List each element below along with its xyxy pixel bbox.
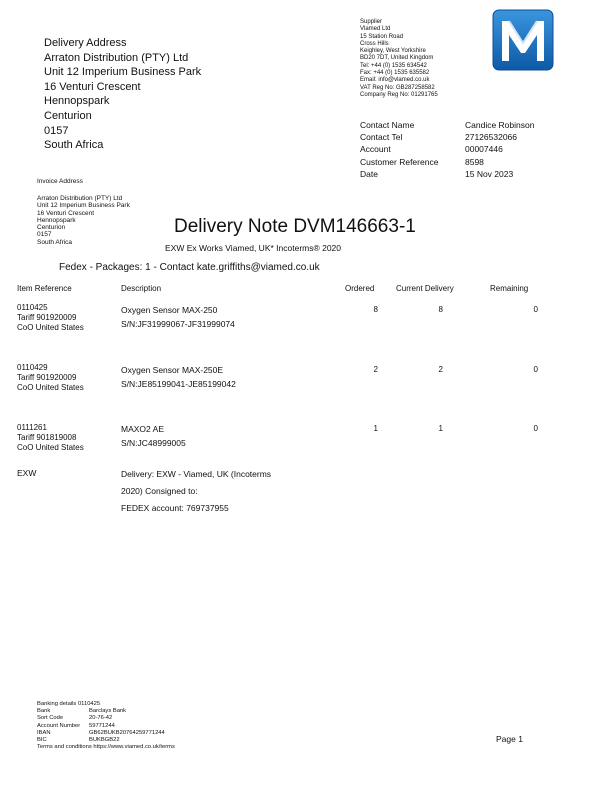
contact-row — [360, 156, 534, 168]
banking-details — [37, 701, 175, 751]
vlamed-logo-icon — [492, 9, 554, 71]
line-item-description — [121, 363, 236, 391]
column-header-item-reference: Item Reference — [17, 284, 72, 293]
column-header-description: Description — [121, 284, 162, 293]
banking-row — [37, 723, 175, 730]
supplier-line: VAT Reg No: GB287258582 — [360, 84, 435, 91]
column-header-current-delivery: Current Delivery — [396, 284, 454, 293]
item-description: Oxygen Sensor MAX-250E — [121, 365, 224, 375]
delivery-address-line: South Africa — [44, 139, 104, 152]
item-origin: CoO United States — [17, 383, 84, 392]
delivery-terms-line: FEDEX account: 769737955 — [121, 503, 229, 513]
invoice-address-heading: Invoice Address — [37, 178, 83, 185]
supplier-line: BD20 7DT, United Kingdom — [360, 55, 434, 62]
item-reference: 0110429 — [17, 363, 48, 372]
contact-label: Contact Tel — [360, 132, 403, 143]
incoterms-line: EXW Ex Works Viamed, UK* Incoterms® 2020 — [165, 243, 342, 253]
supplier-line: Cross Hills — [360, 40, 389, 47]
contact-label: Contact Name — [360, 120, 415, 130]
delivery-address-line: Centurion — [44, 109, 92, 122]
item-description: Oxygen Sensor MAX-250 — [121, 305, 218, 315]
column-header-remaining: Remaining — [490, 284, 529, 293]
column-header-ordered: Ordered — [345, 284, 375, 293]
supplier-line: Fax: +44 (0) 1535 635582 — [360, 70, 430, 77]
invoice-address-line: South Africa — [37, 238, 73, 246]
contact-row — [360, 131, 534, 143]
contact-row — [360, 168, 534, 180]
item-ordered: 8 — [373, 305, 378, 314]
line-item-reference — [17, 423, 84, 453]
line-item-description — [121, 303, 235, 331]
item-ordered: 1 — [373, 424, 378, 433]
item-tariff: Tariff 901920009 — [17, 313, 77, 322]
banking-label: Sort Code — [37, 715, 64, 722]
invoice-address-line: 0157 — [37, 231, 52, 239]
item-remaining: 0 — [533, 305, 538, 314]
banking-row — [37, 715, 175, 722]
delivery-address — [44, 36, 201, 153]
banking-label: Terms and conditions — [37, 744, 92, 751]
item-remaining: 0 — [533, 424, 538, 433]
item-description: MAXO2 AE — [121, 424, 164, 434]
banking-value: 59771244 — [89, 722, 115, 729]
contact-value: 27126532066 — [465, 132, 518, 143]
contact-value: 8598 — [465, 156, 484, 167]
supplier-line: Tel: +44 (0) 1535 634542 — [360, 62, 427, 69]
delivery-address-line: Arraton Distribution (PTY) Ltd — [44, 51, 189, 64]
document-title: Delivery Note DVM146663-1 — [174, 216, 416, 237]
line-item-reference — [17, 303, 84, 333]
contact-label: Date — [360, 168, 378, 179]
supplier-line: Keighley, West Yorkshire — [360, 48, 426, 55]
contact-value: 15 Nov 2023 — [465, 168, 514, 179]
banking-row — [37, 701, 175, 708]
item-tariff: Tariff 901819008 — [17, 433, 77, 442]
item-current-delivery: 8 — [438, 305, 443, 314]
supplier-line: Email: info@vlamed.co.uk — [360, 77, 430, 84]
banking-row — [37, 744, 175, 751]
delivery-address-line: 0157 — [44, 124, 69, 137]
banking-row — [37, 708, 175, 715]
supplier-heading: Supplier — [360, 19, 383, 25]
banking-value: Barclays Bank — [89, 708, 127, 715]
item-remaining: 0 — [533, 365, 538, 374]
banking-row — [37, 730, 175, 737]
item-origin: CoO United States — [17, 443, 84, 452]
invoice-address-line: Hennopspark — [37, 216, 76, 224]
shipment-summary: Fedex - Packages: 1 - Contact kate.griffiths@viamed.co.uk — [59, 262, 320, 273]
contact-row — [360, 143, 534, 155]
banking-label: BIC — [37, 737, 47, 744]
item-serial: S/N:JC48999005 — [121, 438, 186, 448]
item-reference: 0111261 — [17, 423, 47, 432]
item-origin: CoO United States — [17, 323, 84, 332]
invoice-address-line: Centurion — [37, 224, 66, 232]
delivery-terms-text — [121, 466, 271, 517]
item-serial: S/N:JE85199041-JE85199042 — [121, 379, 236, 389]
invoice-address-line: Unit 12 Imperium Business Park — [37, 202, 130, 210]
item-current-delivery: 2 — [438, 365, 443, 374]
supplier-line: 15 Station Road — [360, 33, 404, 40]
delivery-address-line: Hennopspark — [44, 95, 110, 108]
supplier-block — [360, 19, 438, 99]
banking-label: Account Number — [37, 722, 81, 729]
page-number: Page 1 — [496, 734, 523, 744]
contact-label: Account — [360, 144, 391, 155]
contact-value: Candice Robinson — [465, 120, 535, 130]
terms-link[interactable]: https://www.viamed.co.uk/terms — [93, 744, 175, 751]
banking-label: Banking details — [37, 701, 77, 707]
delivery-address-line: Unit 12 Imperium Business Park — [44, 66, 202, 79]
banking-label: IBAN — [37, 729, 51, 736]
banking-value: 20-76-42 — [89, 715, 113, 722]
line-item-description — [121, 422, 186, 450]
invoice-address-line: Arraton Distribution (PTY) Ltd — [37, 195, 123, 202]
banking-value: 0110425 — [77, 701, 101, 707]
delivery-terms-code: EXW — [17, 468, 37, 478]
item-ordered: 2 — [373, 365, 378, 374]
invoice-address — [37, 195, 130, 246]
contact-block — [360, 119, 534, 180]
delivery-terms-line: Delivery: EXW - Viamed, UK (Incoterms — [121, 469, 272, 479]
invoice-address-line: 16 Venturi Crescent — [37, 209, 95, 217]
banking-value: BUKBGB22 — [89, 737, 120, 744]
banking-row — [37, 737, 175, 744]
delivery-terms-line: 2020) Consigned to: — [121, 486, 198, 496]
supplier-line: Vlamed Ltd — [360, 26, 391, 33]
item-tariff: Tariff 901920009 — [17, 373, 77, 382]
line-item-reference — [17, 363, 84, 393]
banking-label: Bank — [37, 708, 51, 715]
item-serial: S/N:JF31999067-JF31999074 — [121, 319, 235, 329]
contact-label: Customer Reference — [360, 156, 439, 167]
supplier-line: Company Reg No: 01291765 — [360, 91, 438, 98]
delivery-address-heading: Delivery Address — [44, 37, 127, 49]
contact-value: 00007446 — [465, 144, 503, 155]
contact-row — [360, 119, 534, 131]
banking-value: GB62BUKB20764259771244 — [89, 729, 165, 736]
delivery-address-line: 16 Venturi Crescent — [44, 80, 141, 93]
item-reference: 0110425 — [17, 303, 48, 312]
item-current-delivery: 1 — [438, 424, 443, 433]
